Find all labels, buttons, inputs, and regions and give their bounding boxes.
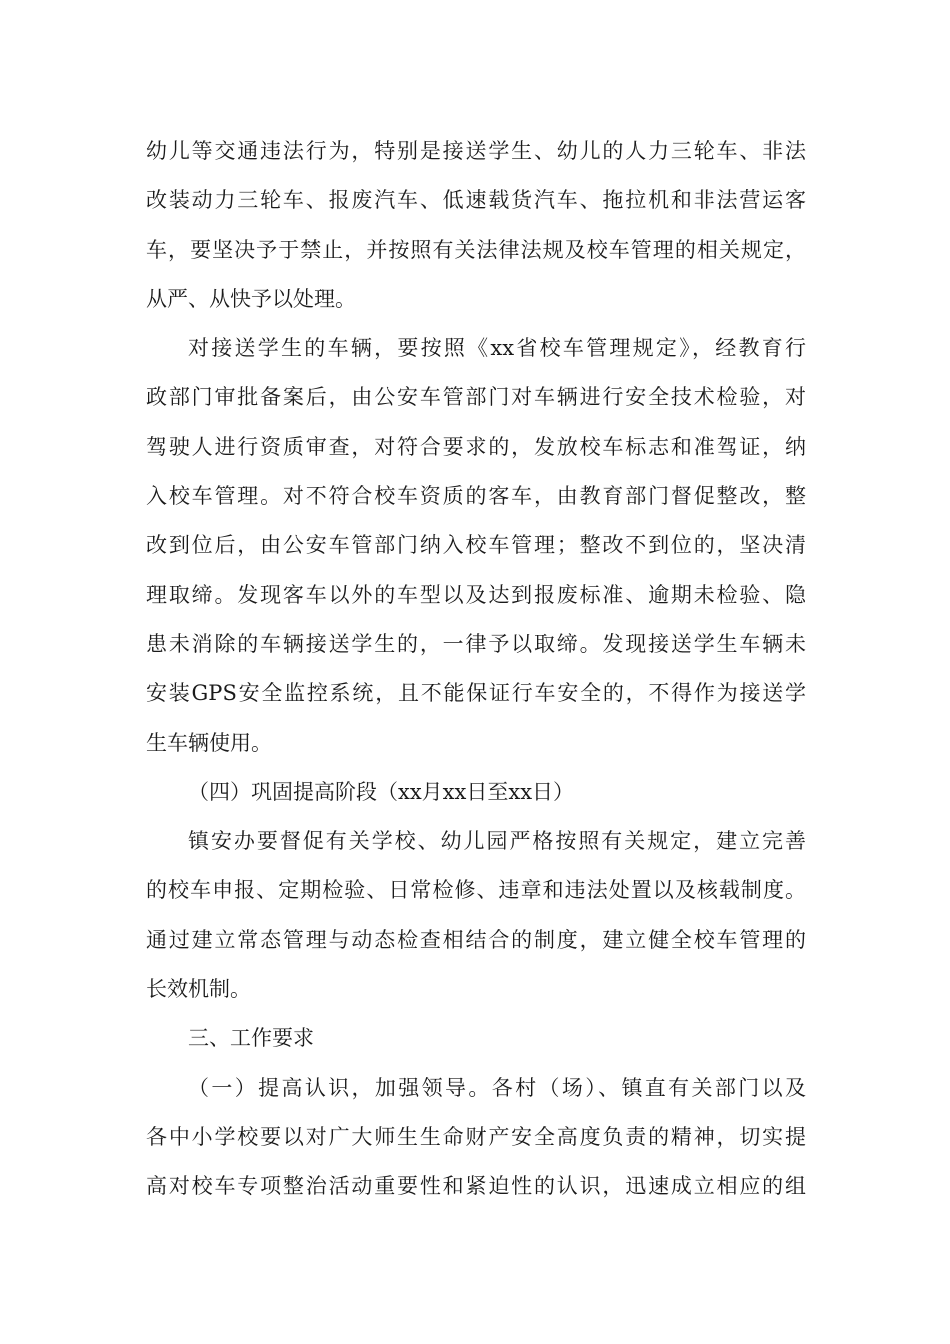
text-line: 高对校车专项整治活动重要性和紧迫性的认识，迅速成立相应的组 [146, 1174, 806, 1199]
text-line: 政部门审批备案后，由公安车管部门对车辆进行安全技术检验，对 [146, 385, 806, 410]
text-line: 驾驶人进行资质审查，对符合要求的，发放校车标志和准驾证，纳 [146, 434, 806, 459]
text-line: 幼儿等交通违法行为，特别是接送学生、幼儿的人力三轮车、非法 [146, 139, 806, 163]
document-page [146, 127, 806, 1212]
text-line: 改到位后，由公安车管部门纳入校车管理；整改不到位的，坚决清 [146, 533, 806, 558]
text-line: 生车辆使用。 [146, 730, 272, 755]
text-line: 改装动力三轮车、报废汽车、低速载货汽车、拖拉机和非法营运客 [146, 188, 806, 213]
text-line: （一）提高认识，加强领导。各村（场）、镇直有关部门以及 [188, 1075, 806, 1100]
text-line: 理取缔。发现客车以外的车型以及达到报废标准、逾期未检验、隐 [146, 582, 806, 607]
text-line: 的校车申报、定期检验、日常检修、违章和违法处置以及核载制度。 [146, 878, 806, 903]
text-line: 安装GPS安全监控系统，且不能保证行车安全的，不得作为接送学 [146, 681, 806, 706]
text-line: 长效机制。 [146, 977, 251, 1002]
text-line: 各中小学校要以对广大师生生命财产安全高度负责的精神，切实提 [146, 1124, 806, 1149]
text-line: 患未消除的车辆接送学生的，一律予以取缔。发现接送学生车辆未 [146, 631, 806, 656]
text-line: 通过建立常态管理与动态检查相结合的制度，建立健全校车管理的 [146, 927, 806, 952]
text-line: （四）巩固提高阶段（xx月xx日至xx日） [188, 779, 575, 804]
text-line: 镇安办要督促有关学校、幼儿园严格按照有关规定，建立完善 [188, 829, 806, 854]
text-line: 车，要坚决予于禁止，并按照有关法律法规及校车管理的相关规定， [146, 237, 806, 262]
text-line: 从严、从快予以处理。 [146, 286, 356, 311]
text-line: 对接送学生的车辆，要按照《xx省校车管理规定》，经教育行 [188, 336, 806, 361]
text-line: 入校车管理。对不符合校车资质的客车，由教育部门督促整改，整 [146, 484, 806, 509]
text-line: 三、工作要求 [188, 1026, 314, 1051]
